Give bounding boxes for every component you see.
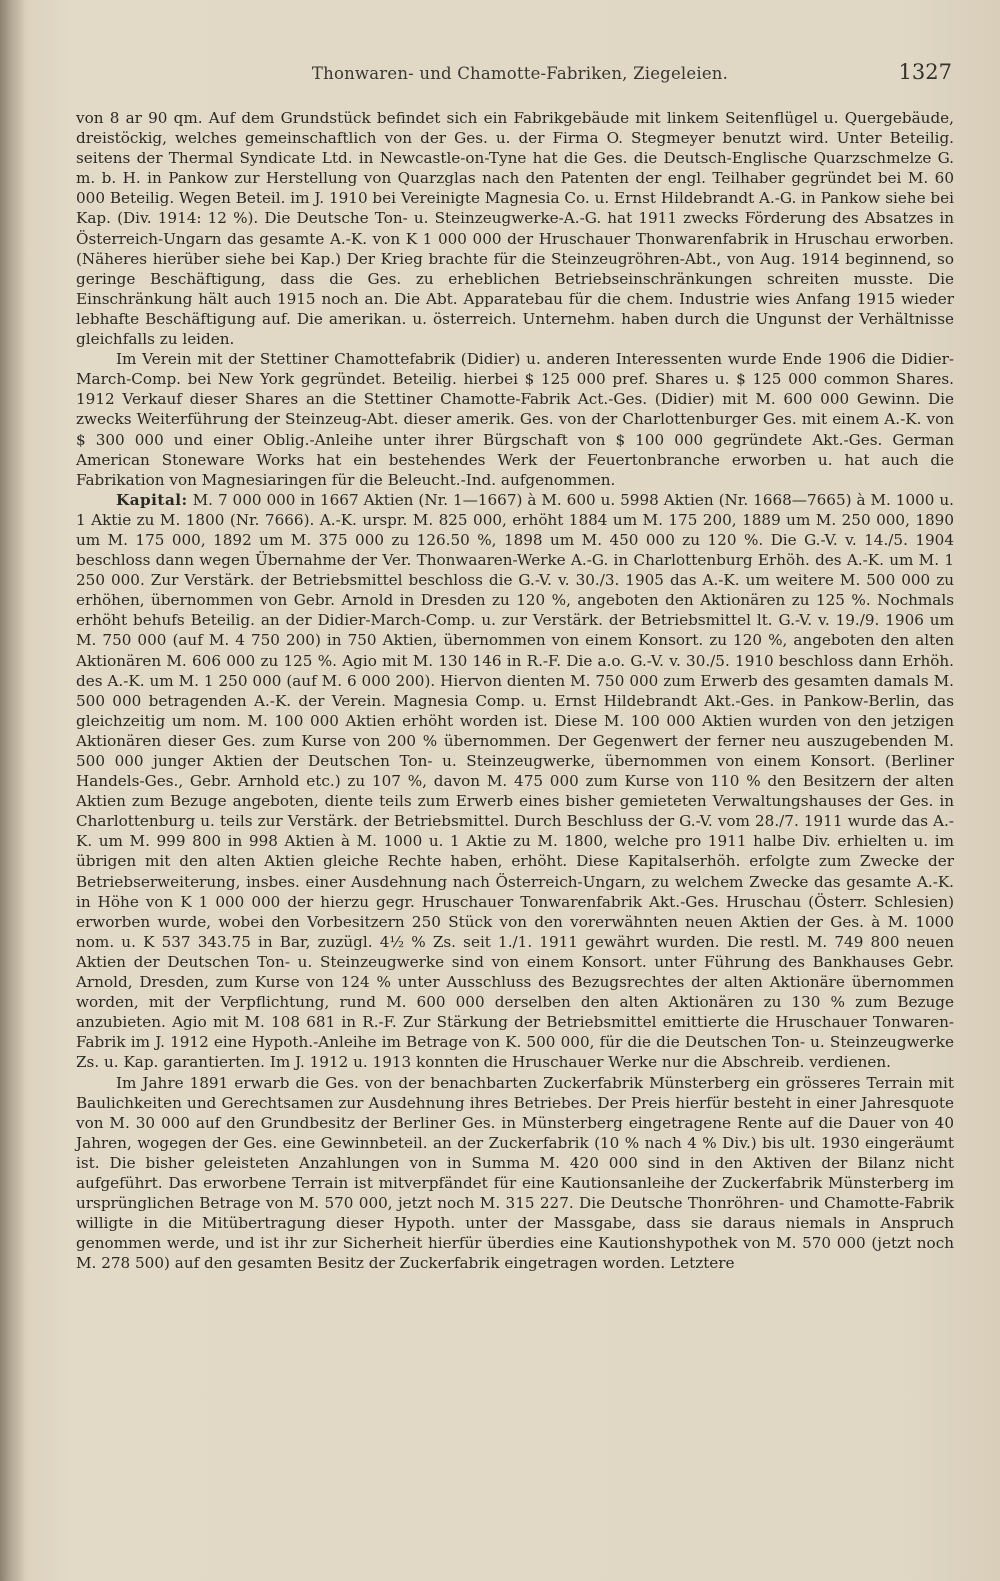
running-title: Thonwaren- und Chamotte-Fabriken, Ziegeleien. (311, 64, 729, 83)
paragraph-didier-march: Im Verein mit der Stettiner Chamottefabrik (Didier) u. anderen Interessenten wurde Ende 1906 die Didier-March-Comp. bei New York gegründet. Beteilig. hierbei $ 125 000 pref. Shares u. $ 125 000 common Shares. 1912 Verkauf dieser Shares an die Stettiner Chamotte-Fabrik Act.-Ges. (Didier) mit M. 600 000 Gewinn. Die zwecks Weiterführung der Steinzeug-Abt. dieser amerik. Ges. von der Charlottenburger Ges. mit einem A.-K. von $ 300 000 und einer Oblig.-Anleihe unter ihrer Bürgschaft von $ 100 000 gegründete Akt.-Ges. German American Stoneware Works hat ein bestehendes Werk der Feuertonbranche erworben u. hat auch die Fabrikation von Magnesiaringen für die Beleucht.-Ind. aufgenommen. (76, 350, 954, 489)
kapital-label: Kapital: (116, 490, 188, 509)
running-head (80, 60, 960, 88)
page-number: 1327 (898, 60, 952, 84)
spine-shadow (0, 0, 26, 1581)
paragraph-zuckerfabrik: Im Jahre 1891 erwarb die Ges. von der benachbarten Zuckerfabrik Münsterberg ein grösseres Terrain mit Baulichkeiten und Gerechtsamen zur Ausdehnung ihres Betriebes. Der Preis hierfür besteht in einer Jahresquote von M. 30 000 auf den Grundbesitz der Berliner Ges. in Münsterberg eingetragene Rente auf die Dauer von 40 Jahren, wogegen der Ges. eine Gewinnbeteil. an der Zuckerfabrik (10 % nach 4 % Div.) bis ult. 1930 eingeräumt ist. Die bisher geleisteten Anzahlungen von in Summa M. 420 000 sind in den Aktiven der Bilanz nicht aufgeführt. Das erworbene Terrain ist mitverpfändet für eine Kautionsanleihe der Zuckerfabrik Münsterberg im ursprünglichen Betrage von M. 570 000, jetzt noch M. 315 227. Die Deutsche Thonröhren- und Chamotte-Fabrik willigte in die Mitübertragung dieser Hypoth. unter der Massgabe, dass sie daraus niemals in Anspruch genommen werde, und ist ihr zur Sicherheit hierfür überdies eine Kautionshypothek von M. 570 000 (jetzt noch M. 278 500) auf den gesamten Besitz der Zuckerfabrik eingetragen worden. Letztere (76, 1073, 954, 1273)
paragraph-continuation: von 8 ar 90 qm. Auf dem Grundstück befindet sich ein Fabrikgebäude mit linkem Seitenflügel u. Quergebäude, dreistöckig, welches gemeinschaftlich von der Ges. u. der Firma O. Stegmeyer benutzt wird. Unter Beteilig. seitens der Thermal Syndicate Ltd. in Newcastle-on-Tyne hat die Ges. die Deutsch-Englische Quarzschmelze G. m. b. H. in Pankow zur Herstellung von Quarzglas nach den Patenten der engl. Teilhaber gegründet bei M. 60 000 Beteilig. Wegen Beteil. im J. 1910 bei Vereinigte Magnesia Co. u. Ernst Hildebrandt A.-G. in Pankow siehe bei Kap. (Div. 1914: 12 %). Die Deutsche Ton- u. Steinzeugwerke-A.-G. hat 1911 zwecks Förderung des Absatzes in Österreich-Ungarn das gesamte A.-K. von K 1 000 000 der Hruschauer Thonwarenfabrik in Hruschau erworben. (Näheres hierüber siehe bei Kap.) Der Krieg brachte für die Steinzeugröhren-Abt., von Aug. 1914 beginnend, so geringe Beschäftigung, dass die Ges. zu erheblichen Betriebseinschränkungen schreiten musste. Die Einschränkung hält auch 1915 noch an. Die Abt. Apparatebau für die chem. Industrie wies Anfang 1915 wieder lebhafte Beschäftigung auf. Die amerikan. u. österreich. Unternehm. haben durch die Ungunst der Verhältnisse gleichfalls zu leiden. (76, 109, 954, 349)
kapital-text: M. 7 000 000 in 1667 Aktien (Nr. 1—1667) à M. 600 u. 5998 Aktien (Nr. 1668—7665) à M. 1000 u. 1 Aktie zu M. 1800 (Nr. 7666). A.-K. urspr. M. 825 000, erhöht 1884 um M. 175 200, 1889 um M. 250 000, 1890 um M. 175 000, 1892 um M. 375 000 zu 126.50 %, 1898 um M. 450 000 zu 120 %. Die G.-V. v. 14./5. 1904 beschloss dann wegen Übernahme der Ver. Thonwaaren-Werke A.-G. in Charlottenburg Erhöh. des A.-K. um M. 1 250 000. Zur Verstärk. der Betriebsmittel beschloss die G.-V. v. 30./3. 1905 das A.-K. um weitere M. 500 000 zu erhöhen, übernommen von Gebr. Arnold in Dresden zu 120 %, angeboten den Aktionären zu 125 %. Nochmals erhöht behufs Beteilig. an der Didier-March-Comp. u. zur Verstärk. der Betriebsmittel lt. G.-V. v. 19./9. 1906 um M. 750 000 (auf M. 4 750 200) in 750 Aktien, übernommen von einem Konsort. zu 120 %, angeboten den alten Aktionären M. 606 000 zu 125 %. Agio mit M. 130 146 in R.-F. Die a.o. G.-V. v. 30./5. 1910 beschloss dann Erhöh. des A.-K. um M. 1 250 000 (auf M. 6 000 200). Hiervon dienten M. 750 000 zum Erwerb des gesamten damals M. 500 000 betragenden A.-K. der Verein. Magnesia Comp. u. Ernst Hildebrandt Akt.-Ges. in Pankow-Berlin, das gleichzeitig um nom. M. 100 000 Aktien erhöht worden ist. Diese M. 100 000 Aktien wurden von den jetzigen Aktionären dieser Ges. zum Kurse von 200 % übernommen. Der Gegenwert der ferner neu auszugebenden M. 500 000 junger Aktien der Deutschen Ton- u. Steinzeugwerke, übernommen von einem Konsort. (Berliner Handels-Ges., Gebr. Arnhold etc.) zu 107 %, davon M. 475 000 zum Kurse von 110 % den Besitzern der alten Aktien zum Bezuge angeboten, diente teils zum Erwerb eines bisher gemieteten Verwaltungshauses der Ges. in Charlottenburg u. teils zur Verstärk. der Betriebsmittel. Durch Beschluss der G.-V. vom 28./7. 1911 wurde das A.-K. um M. 999 800 in 998 Aktien à M. 1000 u. 1 Aktie zu M. 1800, welche pro 1911 halbe Div. erhielten u. im übrigen mit den alten Aktien gleiche Rechte haben, erhöht. Diese Kapitalserhöh. erfolgte zum Zwecke der Betriebserweiterung, insbes. einer Ausdehnung nach Österreich-Ungarn, zu welchem Zwecke das gesamte A.-K. in Höhe von K 1 000 000 der hierzu gegr. Hruschauer Tonwarenfabrik Akt.-Ges. Hruschau (Österr. Schlesien) erworben wurde, wobei den Vorbesitzern 250 Stück von den vorerwähnten neuen Aktien der Ges. à M. 1000 nom. u. K 537 343.75 in Bar, zuzügl. 4½ % Zs. seit 1./1. 1911 gewährt wurden. Die restl. M. 749 800 neuen Aktien der Deutschen Ton- u. Steinzeugwerke sind von einem Konsort. unter Führung des Bankhauses Gebr. Arnold, Dresden, zum Kurse von 124 % unter Ausschluss des Bezugsrechtes der alten Aktionäre übernommen worden, mit der Verpflichtung, rund M. 600 000 derselben den alten Aktionären zu 130 % zum Bezuge anzubieten. Agio mit M. 108 681 in R.-F. Zur Stärkung der Betriebsmittel emittierte die Hruschauer Tonwaren-Fabrik im J. 1912 eine Hypoth.-Anleihe im Betrage von K. 500 000, für die die Deutschen Ton- u. Steinzeugwerke Zs. u. Kap. garantierten. Im J. 1912 u. 1913 konnten die Hruschauer Werke nur die Abschreib. verdienen. (76, 490, 954, 1072)
body-text (76, 108, 954, 1273)
paragraph-kapital (76, 490, 954, 1073)
